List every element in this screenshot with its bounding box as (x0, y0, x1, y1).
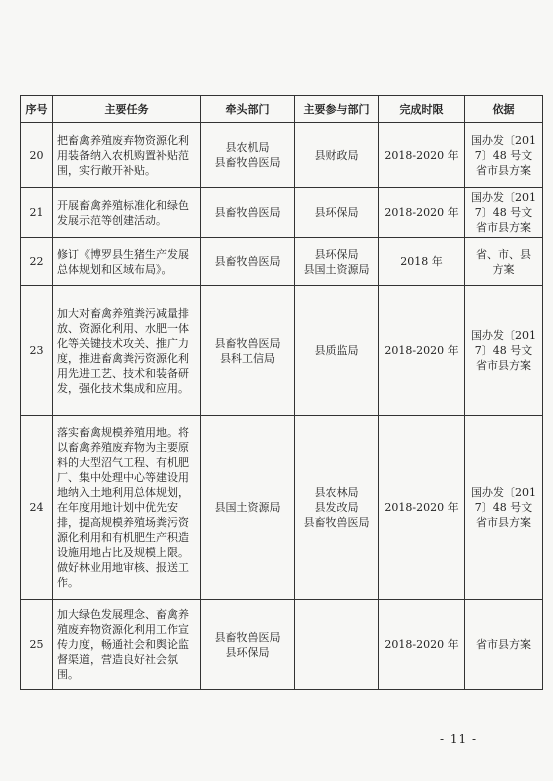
header-basis: 依据 (465, 96, 543, 123)
header-task: 主要任务 (53, 96, 201, 123)
task-cell: 加大对畜禽养殖粪污减量排放、资源化利用、水肥一体化等关键技术攻关、推广力度，推进畜禽粪污资源化利用先进工艺、技术和装备研发，强化技术集成和应用。 (53, 286, 201, 416)
row-number: 24 (21, 416, 53, 600)
basis-cell: 国办发〔2017〕48 号文 省市县方案 (465, 188, 543, 238)
page-number: - 11 - (440, 732, 478, 746)
row-number: 21 (21, 188, 53, 238)
basis-cell: 国办发〔2017〕48 号文 省市县方案 (465, 123, 543, 188)
lead-dept-cell: 县畜牧兽医局 县科工信局 (201, 286, 295, 416)
basis-cell: 省、市、县 方案 (465, 238, 543, 286)
table-row (21, 416, 543, 600)
lead-dept-cell: 县农机局 县畜牧兽医局 (201, 123, 295, 188)
task-table (20, 95, 543, 690)
row-number: 25 (21, 600, 53, 690)
header-number: 序号 (21, 96, 53, 123)
task-cell: 修订《博罗县生猪生产发展总体规划和区域布局》。 (53, 238, 201, 286)
table-row (21, 286, 543, 416)
basis-cell: 省市县方案 (465, 600, 543, 690)
header-lead-dept: 牵头部门 (201, 96, 295, 123)
table-header-row (21, 96, 543, 123)
task-cell: 把畜禽养殖废弃物资源化利用装备纳入农机购置补贴范围，实行敞开补贴。 (53, 123, 201, 188)
task-cell: 加大绿色发展理念、畜禽养殖废弃物资源化利用工作宣传力度，畅通社会和舆论监督渠道，营造良好社会氛围。 (53, 600, 201, 690)
participant-dept-cell: 县质监局 (295, 286, 379, 416)
basis-cell: 国办发〔2017〕48 号文 省市县方案 (465, 416, 543, 600)
participant-dept-cell: 县环保局 县国土资源局 (295, 238, 379, 286)
lead-dept-cell: 县国土资源局 (201, 416, 295, 600)
basis-cell: 国办发〔2017〕48 号文 省市县方案 (465, 286, 543, 416)
deadline-cell: 2018-2020 年 (379, 123, 465, 188)
header-deadline: 完成时限 (379, 96, 465, 123)
table-row (21, 600, 543, 690)
lead-dept-cell: 县畜牧兽医局 (201, 238, 295, 286)
task-cell: 开展畜禽养殖标准化和绿色发展示范等创建活动。 (53, 188, 201, 238)
lead-dept-cell: 县畜牧兽医局 (201, 188, 295, 238)
row-number: 23 (21, 286, 53, 416)
deadline-cell: 2018-2020 年 (379, 600, 465, 690)
table-row (21, 188, 543, 238)
header-participant-dept: 主要参与部门 (295, 96, 379, 123)
participant-dept-cell: 县环保局 (295, 188, 379, 238)
participant-dept-cell (295, 600, 379, 690)
table-row (21, 238, 543, 286)
lead-dept-cell: 县畜牧兽医局 县环保局 (201, 600, 295, 690)
table-row (21, 123, 543, 188)
deadline-cell: 2018-2020 年 (379, 416, 465, 600)
participant-dept-cell: 县财政局 (295, 123, 379, 188)
deadline-cell: 2018 年 (379, 238, 465, 286)
task-cell: 落实畜禽规模养殖用地。将以畜禽养殖废弃物为主要原料的大型沼气工程、有机肥厂、集中处理中心等建设用地纳入土地利用总体规划，在年度用地计划中优先安排，提高规模养殖场粪污资源化利用和有机肥生产积造设施用地占比及规模上限。做好林业用地审核、报送工作。 (53, 416, 201, 600)
participant-dept-cell: 县农林局 县发改局 县畜牧兽医局 (295, 416, 379, 600)
row-number: 20 (21, 123, 53, 188)
deadline-cell: 2018-2020 年 (379, 188, 465, 238)
row-number: 22 (21, 238, 53, 286)
deadline-cell: 2018-2020 年 (379, 286, 465, 416)
